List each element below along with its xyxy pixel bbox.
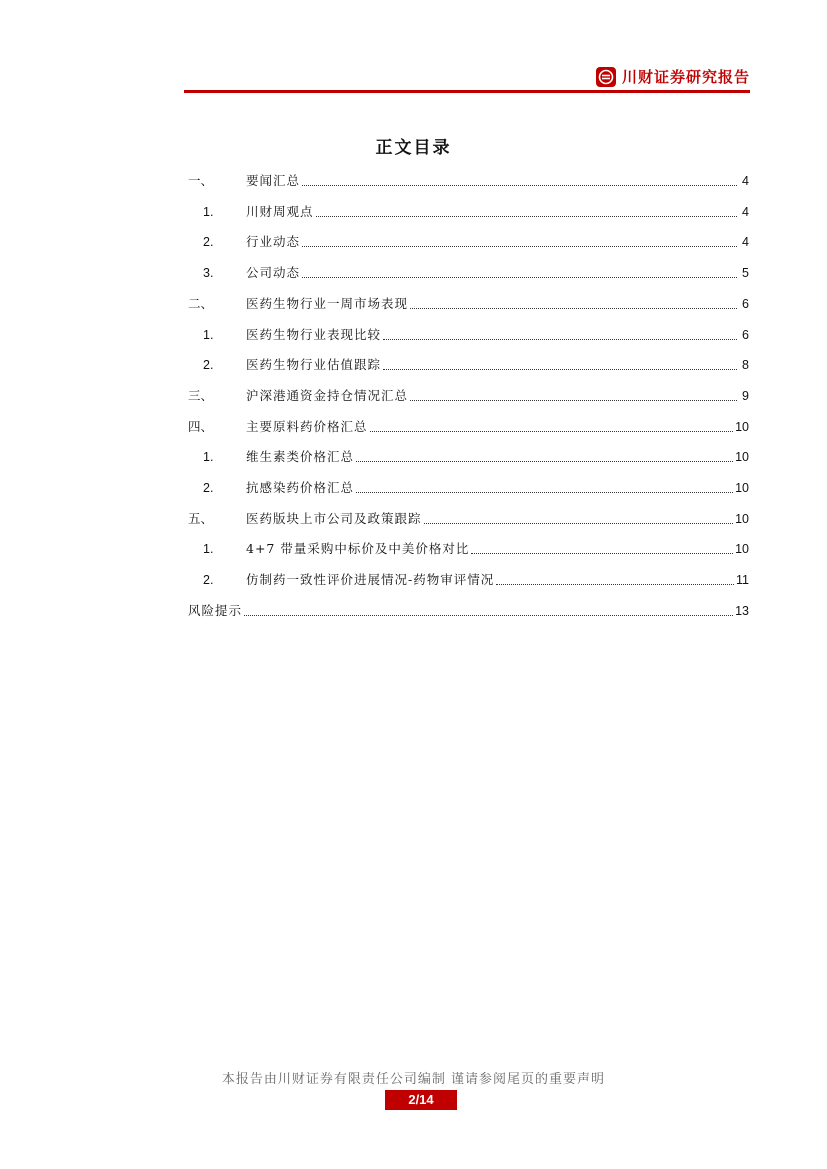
toc-entry-page: 10 (735, 542, 749, 557)
toc-entry[interactable] (188, 321, 749, 343)
toc-entry-number: 三、 (188, 387, 214, 403)
toc-dot-leader (410, 388, 737, 404)
toc-entry[interactable] (188, 535, 749, 557)
toc-dot-leader (496, 572, 734, 588)
page-number-badge: 2/14 (385, 1090, 457, 1110)
toc-entry-label: 医药生物行业一周市场表现 (246, 295, 409, 311)
toc-dot-leader (383, 327, 737, 343)
brand (596, 66, 750, 87)
brand-name: 川财证券研究报告 (621, 68, 750, 86)
toc-entry-label: 要闻汇总 (246, 173, 301, 188)
toc-entry-number: 3. (203, 266, 214, 281)
toc-entry-number: 2. (203, 573, 214, 588)
toc-title: 正文目录 (375, 138, 452, 158)
toc-dot-leader (424, 511, 734, 527)
toc-entry-number: 1. (203, 204, 214, 219)
header-rule (184, 90, 750, 93)
toc-entry-page: 4 (742, 174, 749, 188)
toc-entry-page: 6 (742, 327, 749, 342)
toc-entry-label: 公司动态 (246, 265, 301, 281)
toc-entry[interactable] (188, 474, 749, 496)
toc-entry-number: 2. (203, 235, 214, 250)
toc-entry-page: 5 (742, 266, 749, 281)
toc-entry[interactable] (188, 228, 749, 250)
toc-entry[interactable] (188, 198, 749, 220)
toc-entry[interactable] (188, 413, 749, 435)
toc-entry-number: 2. (203, 481, 214, 495)
chuancai-logo-icon (596, 67, 616, 87)
toc-dot-leader (356, 449, 733, 465)
toc-entry-label: 川财周观点 (246, 203, 314, 219)
toc-entry-label: 维生素类价格汇总 (246, 449, 355, 465)
toc-dot-leader (302, 173, 737, 189)
toc-entry[interactable] (188, 505, 749, 527)
toc-entry-number: 五、 (188, 510, 214, 526)
toc-entry-label: 医药版块上市公司及政策跟踪 (246, 510, 422, 526)
toc-entry-page: 10 (735, 450, 749, 465)
toc-dot-leader (471, 541, 733, 557)
toc-entry-page: 6 (742, 296, 749, 311)
toc-entry[interactable] (188, 597, 749, 619)
footer-disclaimer: 本报告由川财证券有限责任公司编制 谨请参阅尾页的重要声明 (221, 1072, 606, 1087)
toc-entry[interactable] (188, 351, 749, 373)
toc-entry-label: 主要原料药价格汇总 (246, 418, 368, 434)
toc-dot-leader (302, 265, 737, 281)
toc-entry-number: 1. (203, 450, 214, 465)
toc-entry-label: 风险提示 (188, 602, 243, 618)
toc-entry-page: 13 (735, 603, 749, 618)
toc-entry[interactable] (188, 290, 749, 312)
toc-entry-page: 4 (742, 204, 749, 219)
toc-entry[interactable] (188, 566, 749, 588)
toc-entry-label: 沪深港通资金持仓情况汇总 (246, 387, 409, 403)
toc-entry-page: 10 (735, 419, 749, 434)
toc-entry-page: 9 (742, 388, 749, 403)
toc-dot-leader (302, 234, 737, 250)
toc-entry-number: 1. (203, 327, 214, 342)
toc-entry-number: 1. (203, 542, 214, 557)
toc-entry[interactable] (188, 259, 749, 281)
toc-entry-label: 仿制药一致性评价进展情况-药物审评情况 (246, 572, 495, 588)
toc-entry-label: 抗感染药价格汇总 (246, 480, 355, 495)
toc-entry-label: 行业动态 (246, 234, 301, 250)
toc-entry-label: 医药生物行业表现比较 (246, 326, 382, 342)
toc-entry-number: 四、 (188, 418, 214, 434)
toc-entry[interactable] (188, 167, 749, 189)
toc-dot-leader (244, 603, 733, 619)
toc-entry-page: 10 (735, 481, 749, 495)
toc-dot-leader (383, 357, 737, 373)
toc-entry[interactable] (188, 443, 749, 465)
toc-entry-page: 11 (736, 573, 749, 588)
toc-entry-page: 4 (742, 235, 749, 250)
toc-entry[interactable] (188, 382, 749, 404)
toc-entry-page: 10 (735, 511, 749, 526)
toc-entry-label: 4+7 带量采购中标价及中美价格对比 (246, 541, 470, 557)
toc-dot-leader (356, 480, 733, 496)
toc-entry-number: 2. (203, 358, 214, 373)
toc-entry-page: 8 (742, 358, 749, 373)
toc-dot-leader (410, 296, 737, 312)
toc-dot-leader (316, 204, 737, 220)
toc-entry-number: 二、 (188, 295, 214, 311)
toc-dot-leader (370, 419, 734, 435)
toc-entry-number: 一、 (188, 173, 214, 188)
toc-entry-label: 医药生物行业估值跟踪 (246, 357, 382, 373)
